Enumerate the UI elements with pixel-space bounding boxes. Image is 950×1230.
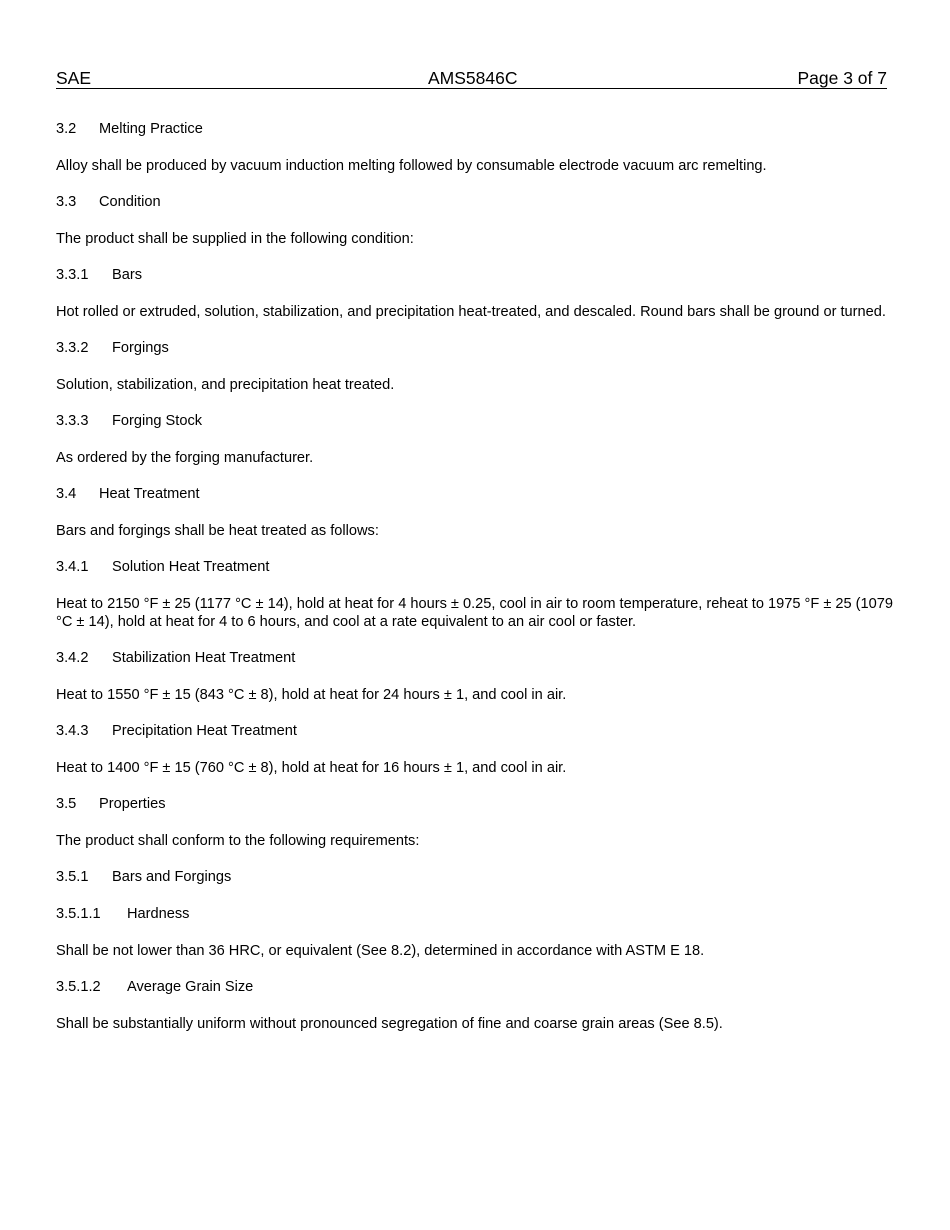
section-number: 3.5.1.1	[56, 906, 101, 922]
section-heading	[56, 795, 896, 813]
section-heading	[56, 978, 896, 996]
section-title: Condition	[99, 194, 161, 210]
section-title: Precipitation Heat Treatment	[112, 723, 297, 739]
section-number: 3.5.1	[56, 869, 89, 885]
section-title: Average Grain Size	[127, 979, 254, 995]
section-number: 3.5.1.2	[56, 979, 101, 995]
section-title: Stabilization Heat Treatment	[112, 650, 296, 666]
section-number: 3.4	[56, 486, 77, 502]
section-title: Melting Practice	[99, 121, 203, 137]
section-heading	[56, 868, 896, 886]
header-org: SAE	[56, 68, 92, 88]
document-body	[56, 120, 896, 1033]
paragraph: Alloy shall be produced by vacuum induction melting followed by consumable electrode vacuum arc remelting.	[56, 158, 767, 174]
section-heading	[56, 485, 896, 503]
paragraph: Heat to 2150 °F ± 25 (1177 °C ± 14), hold at heat for 4 hours ± 0.25, cool in air to room temperature, reheat to 1975 °F ± 25 (1079 °C ± 14), hold at heat for 4 to 6 hours, and cool at a rate equivalent to an air cool or faster.	[56, 596, 893, 630]
section-number: 3.3.1	[56, 267, 89, 283]
section-title: Hardness	[127, 906, 190, 922]
header-page-number: Page 3 of 7	[797, 68, 887, 88]
section-number: 3.2	[56, 121, 77, 137]
section-heading	[56, 722, 896, 740]
section-number: 3.4.2	[56, 650, 89, 666]
page-header	[56, 68, 887, 89]
paragraph: The product shall be supplied in the following condition:	[56, 231, 414, 247]
section-heading	[56, 558, 896, 576]
section-number: 3.3.2	[56, 340, 89, 356]
section-heading	[56, 193, 896, 211]
section-title: Forgings	[112, 340, 169, 356]
section-heading	[56, 266, 896, 284]
section-number: 3.5	[56, 796, 77, 812]
section-heading	[56, 905, 896, 923]
section-heading	[56, 339, 896, 357]
section-heading	[56, 649, 896, 667]
paragraph: As ordered by the forging manufacturer.	[56, 450, 314, 466]
section-title: Solution Heat Treatment	[112, 559, 270, 575]
section-title: Properties	[99, 796, 166, 812]
paragraph: Hot rolled or extruded, solution, stabilization, and precipitation heat-treated, and descaled. Round bars shall be ground or turned.	[56, 304, 886, 320]
section-heading	[56, 120, 896, 138]
paragraph: Shall be not lower than 36 HRC, or equivalent (See 8.2), determined in accordance with ASTM E 18.	[56, 943, 705, 959]
section-title: Heat Treatment	[99, 486, 200, 502]
section-title: Bars	[112, 267, 143, 283]
paragraph: Heat to 1400 °F ± 15 (760 °C ± 8), hold at heat for 16 hours ± 1, and cool in air.	[56, 760, 567, 776]
paragraph: Solution, stabilization, and precipitation heat treated.	[56, 377, 395, 393]
paragraph: Heat to 1550 °F ± 15 (843 °C ± 8), hold at heat for 24 hours ± 1, and cool in air.	[56, 687, 567, 703]
section-title: Forging Stock	[112, 413, 203, 429]
section-number: 3.4.1	[56, 559, 89, 575]
section-number: 3.3.3	[56, 413, 89, 429]
section-number: 3.3	[56, 194, 77, 210]
paragraph: Bars and forgings shall be heat treated as follows:	[56, 523, 379, 539]
header-doc-number: AMS5846C	[428, 68, 518, 88]
paragraph: The product shall conform to the following requirements:	[56, 833, 420, 849]
section-number: 3.4.3	[56, 723, 89, 739]
section-title: Bars and Forgings	[112, 869, 232, 885]
section-heading	[56, 412, 896, 430]
paragraph: Shall be substantially uniform without pronounced segregation of fine and coarse grain areas (See 8.5).	[56, 1016, 723, 1032]
